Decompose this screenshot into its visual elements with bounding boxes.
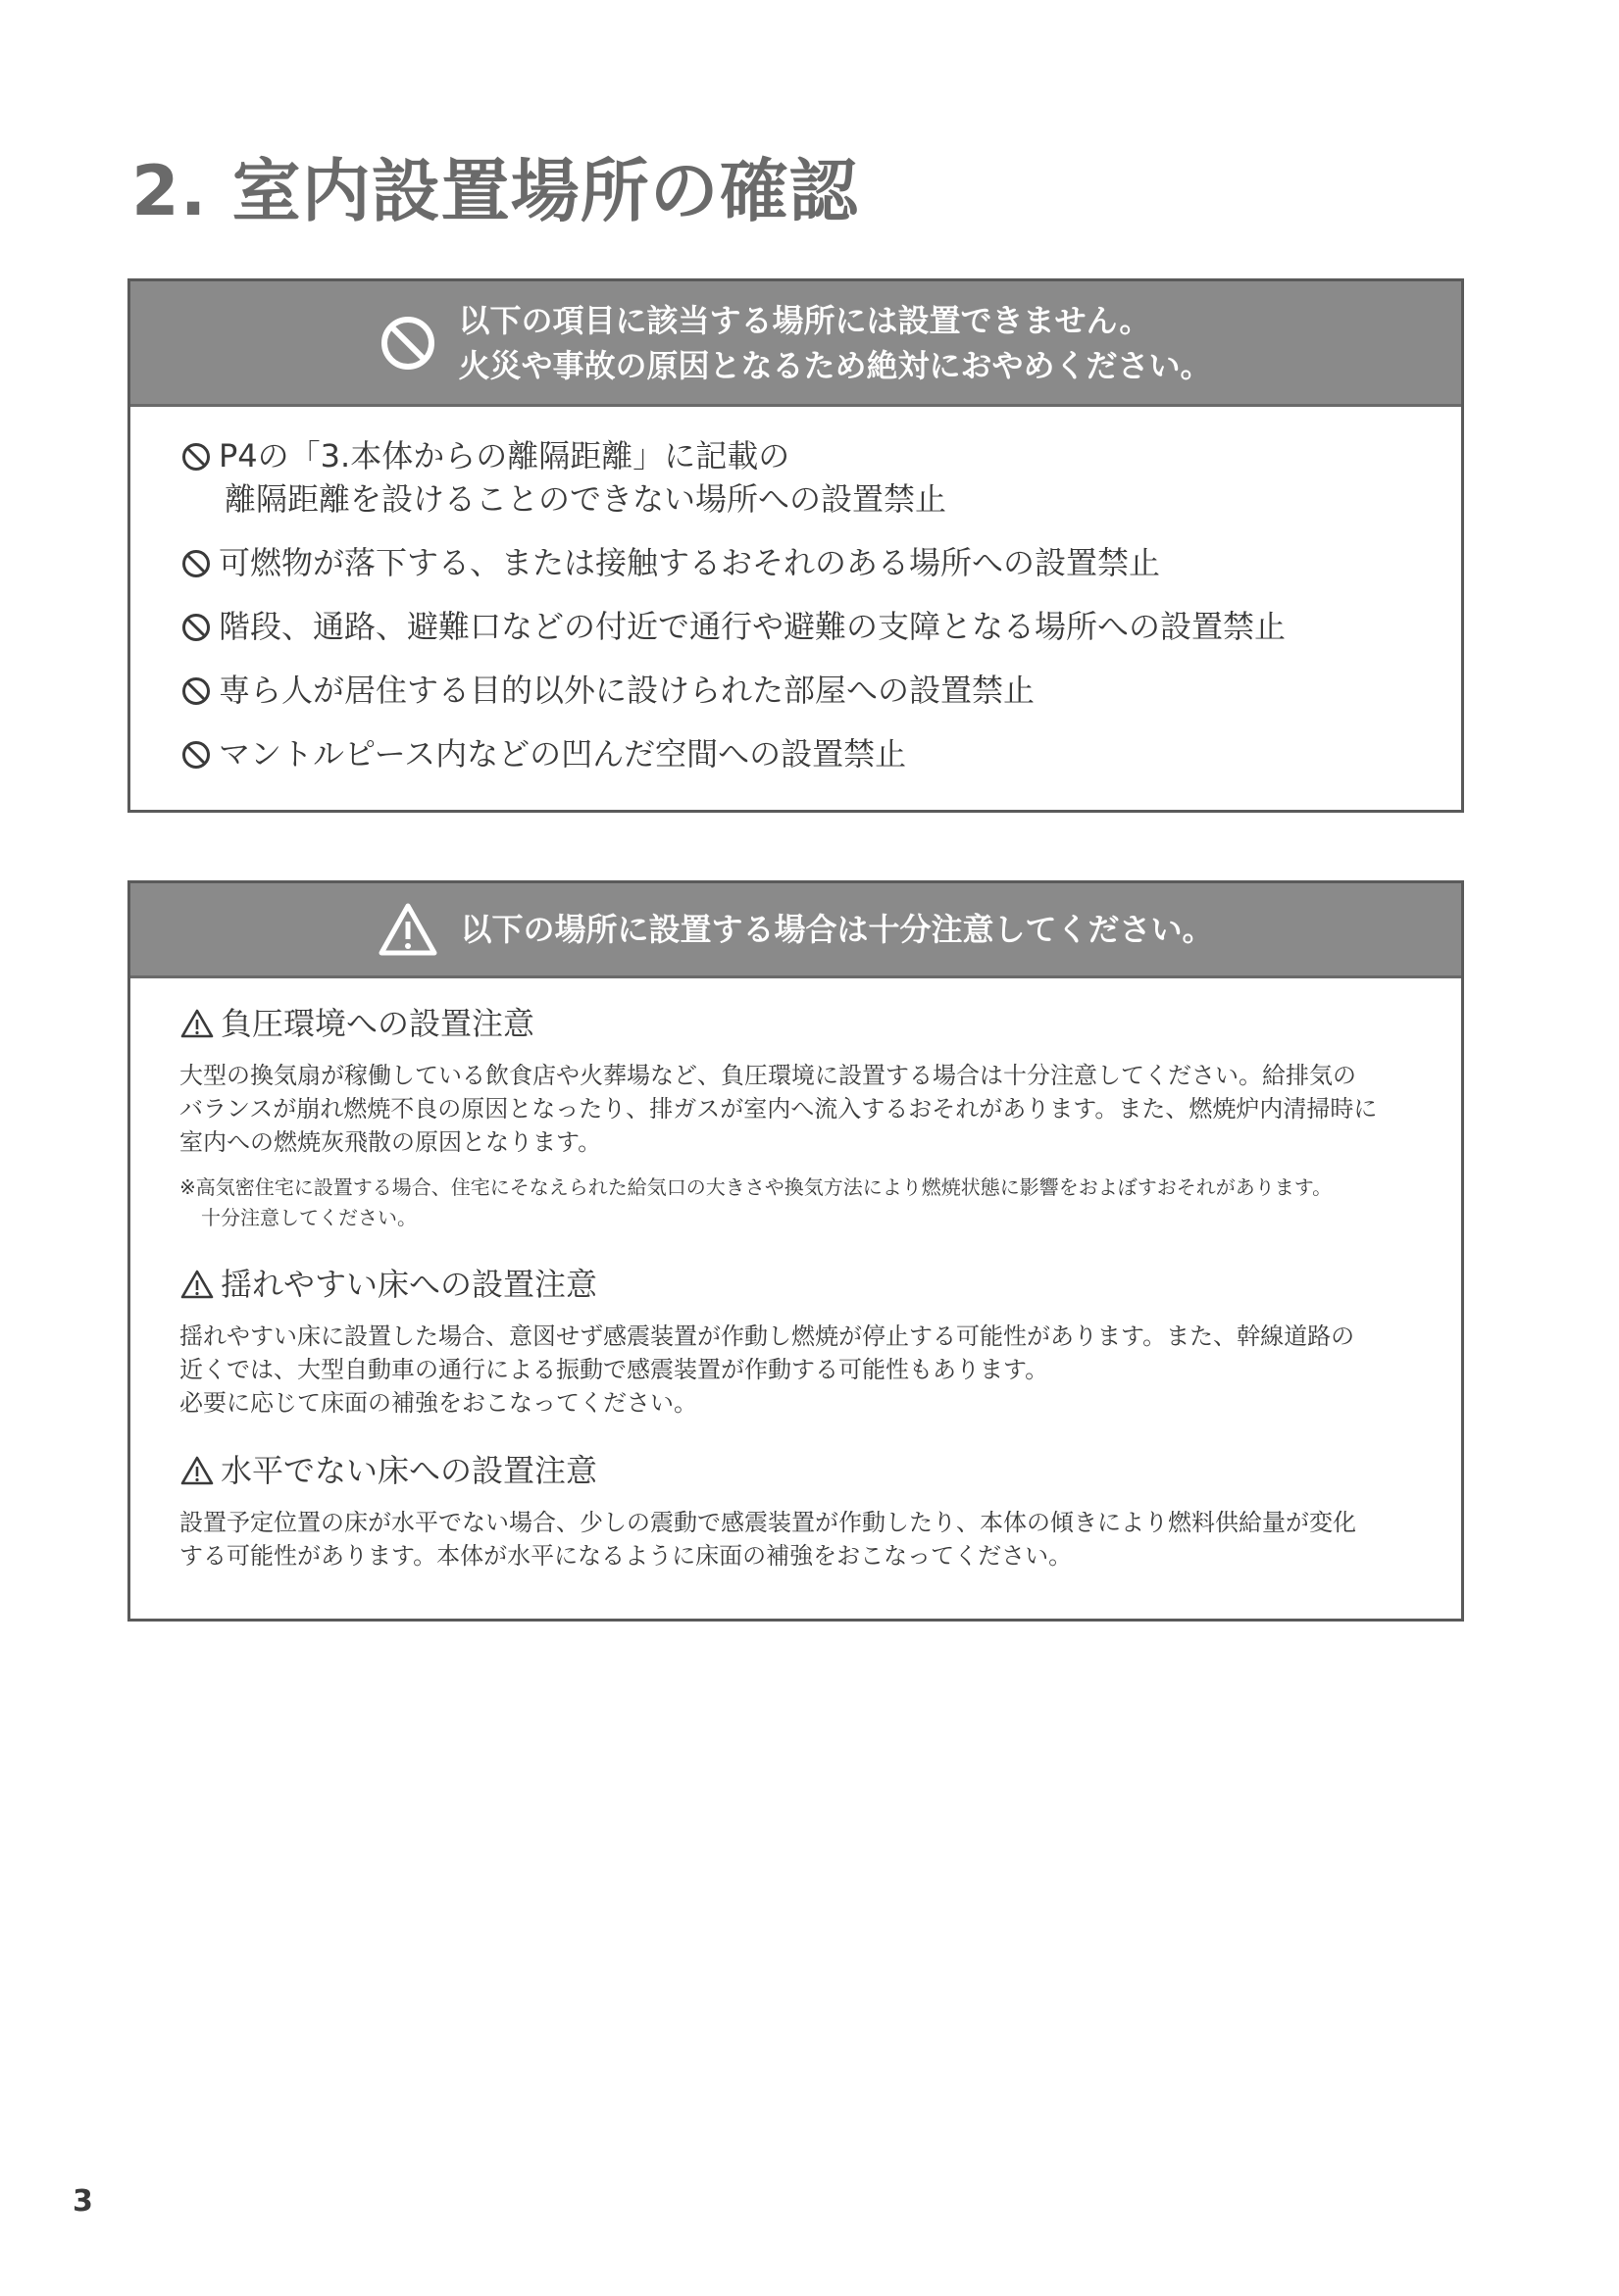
prohibited-item: [181, 732, 1461, 775]
caution-section-text: [179, 1506, 1461, 1572]
prohibition-icon: [181, 740, 211, 770]
prohibition-icon: [379, 315, 436, 372]
prohibited-item: [181, 434, 1461, 521]
caution-section-title-text: 水平でない床への設置注意: [221, 1452, 598, 1489]
warning-triangle-icon: [179, 1269, 215, 1300]
caution-body: [130, 978, 1461, 1572]
prohibition-icon: [181, 613, 211, 642]
caution-section: [179, 1449, 1461, 1572]
caution-text-line: 揺れやすい床に設置した場合、意図せず感震装置が作動し燃焼が停止する可能性があります。また、幹線道路の: [179, 1323, 1355, 1350]
caution-note-line: 十分注意してください。: [201, 1206, 417, 1229]
caution-text-line: 設置予定位置の床が水平でない場合、少しの震動で感震装置が作動したり、本体の傾きにより燃料供給量が変化: [179, 1509, 1356, 1536]
caution-section-title-text: 負圧環境への設置注意: [221, 1005, 535, 1042]
caution-header: [130, 883, 1461, 978]
warning-triangle-icon: [378, 902, 438, 957]
caution-section-title-text: 揺れやすい床への設置注意: [221, 1266, 598, 1303]
prohibited-item-text: 可燃物が落下する、または接触するおそれのある場所への設置禁止: [219, 544, 1161, 581]
caution-section-title: [179, 1263, 1461, 1306]
caution-note: [179, 1173, 1461, 1233]
caution-section-title: [179, 1449, 1461, 1492]
caution-text-line: 室内への燃焼灰飛散の原因となります。: [179, 1128, 602, 1156]
prohibited-item: [181, 605, 1461, 648]
prohibited-list: [130, 407, 1461, 775]
caution-section: [179, 1002, 1461, 1233]
caution-section: [179, 1263, 1461, 1420]
caution-text-line: 近くでは、大型自動車の通行による振動で感震装置が作動する可能性もあります。: [179, 1356, 1049, 1383]
prohibited-header-line1: 以下の項目に該当する場所には設置できません。: [458, 301, 1151, 339]
warning-triangle-icon: [179, 1008, 215, 1039]
prohibited-item-text-cont: 離隔距離を設けることのできない場所への設置禁止: [225, 480, 947, 518]
warning-triangle-icon: [179, 1455, 215, 1486]
caution-text-line: 必要に応じて床面の補強をおこなってください。: [179, 1389, 697, 1417]
prohibited-header-line2: 火災や事故の原因となるため絶対におやめください。: [458, 346, 1212, 384]
page-number: 3: [73, 2184, 93, 2219]
caution-section-text: [179, 1059, 1461, 1159]
prohibited-item-text: 階段、通路、避難口などの付近で通行や避難の支障となる場所への設置禁止: [219, 608, 1287, 645]
caution-section-title: [179, 1002, 1461, 1045]
caution-box: [127, 880, 1464, 1622]
page-title: 2. 室内設置場所の確認: [131, 151, 859, 231]
prohibition-icon: [181, 442, 211, 472]
caution-text-line: 大型の換気扇が稼働している飲食店や火葬場など、負圧環境に設置する場合は十分注意してください。給排気の: [179, 1062, 1356, 1089]
prohibited-header: [130, 281, 1461, 407]
prohibited-header-text: [458, 298, 1211, 388]
caution-text-line: する可能性があります。本体が水平になるように床面の補強をおこなってください。: [179, 1542, 1073, 1570]
prohibited-item: [181, 669, 1461, 712]
prohibition-icon: [181, 549, 211, 578]
prohibited-item-text: P4の「3.本体からの離隔距離」に記載の: [219, 437, 790, 474]
prohibited-item-text: マントルピース内などの凹んだ空間への設置禁止: [219, 735, 907, 773]
prohibited-item-text: 専ら人が居住する目的以外に設けられた部屋への設置禁止: [219, 672, 1036, 709]
caution-section-text: [179, 1320, 1461, 1420]
caution-note-line: ※高気密住宅に設置する場合、住宅にそなえられた給気口の大きさや換気方法により燃焼状態に影響をおよぼすおそれがあります。: [179, 1175, 1333, 1199]
prohibited-box: [127, 278, 1464, 813]
caution-header-text: 以下の場所に設置する場合は十分注意してください。: [460, 911, 1214, 948]
prohibition-icon: [181, 676, 211, 706]
caution-text-line: バランスが崩れ燃焼不良の原因となったり、排ガスが室内へ流入するおそれがあります。また、燃焼炉内清掃時に: [179, 1095, 1378, 1123]
prohibited-item: [181, 541, 1461, 584]
